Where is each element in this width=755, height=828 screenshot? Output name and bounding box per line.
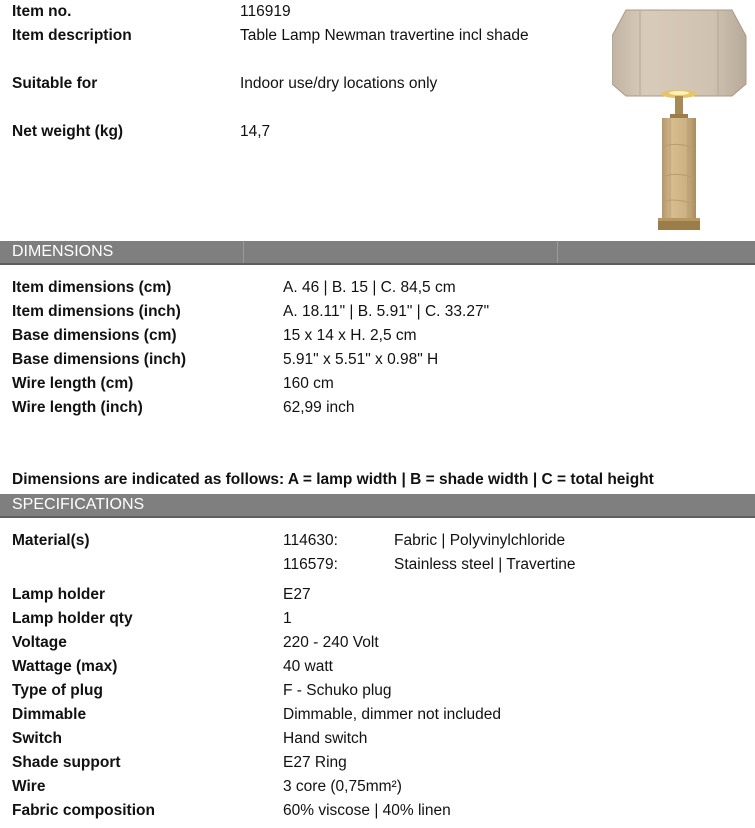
spec-label: Lamp holder qty xyxy=(12,610,133,627)
item-description-label: Item description xyxy=(12,27,132,44)
spec-value: Dimmable, dimmer not included xyxy=(283,706,501,723)
dimensions-legend-note: Dimensions are indicated as follows: A = lamp width | B = shade width | C = total height xyxy=(12,471,654,488)
dimension-label: Base dimensions (cm) xyxy=(12,327,177,344)
suitable-for-value: Indoor use/dry locations only xyxy=(240,75,438,92)
specifications-title: SPECIFICATIONS xyxy=(12,496,145,513)
dimension-value: 62,99 inch xyxy=(283,399,355,416)
specifications-header-band xyxy=(0,494,755,518)
dimension-value: 5.91" x 5.51" x 0.98" H xyxy=(283,351,439,368)
material-desc: Fabric | Polyvinylchloride xyxy=(394,532,566,549)
spec-label: Type of plug xyxy=(12,682,103,699)
item-description-value: Table Lamp Newman travertine incl shade xyxy=(240,27,529,44)
net-weight-label: Net weight (kg) xyxy=(12,123,124,140)
product-image-table-lamp xyxy=(612,6,748,234)
material-desc: Stainless steel | Travertine xyxy=(394,556,576,573)
spec-value: 3 core (0,75mm²) xyxy=(283,778,402,795)
materials-label: Material(s) xyxy=(12,532,90,549)
spec-label: Voltage xyxy=(12,634,67,651)
dimensions-title: DIMENSIONS xyxy=(12,243,114,260)
dimension-value: 160 cm xyxy=(283,375,334,392)
dimension-value: A. 46 | B. 15 | C. 84,5 cm xyxy=(283,279,456,296)
spec-value: 220 - 240 Volt xyxy=(283,634,379,651)
spec-value: E27 xyxy=(283,586,311,603)
spec-label: Wattage (max) xyxy=(12,658,118,675)
spec-label: Lamp holder xyxy=(12,586,106,603)
spec-label: Fabric composition xyxy=(12,802,155,819)
spec-value: Hand switch xyxy=(283,730,368,747)
spec-value: E27 Ring xyxy=(283,754,347,771)
item-no-value: 116919 xyxy=(240,3,291,20)
dimensions-header-band xyxy=(0,241,755,265)
spec-value: 1 xyxy=(283,610,292,627)
material-code: 116579: xyxy=(283,556,338,573)
dimension-label: Item dimensions (inch) xyxy=(12,303,181,320)
material-code: 114630: xyxy=(283,532,338,549)
spec-label: Shade support xyxy=(12,754,121,771)
item-no-label: Item no. xyxy=(12,3,72,20)
spec-label: Switch xyxy=(12,730,62,747)
dimension-value: A. 18.11" | B. 5.91" | C. 33.27" xyxy=(283,303,490,320)
dimension-label: Item dimensions (cm) xyxy=(12,279,172,296)
spec-label: Dimmable xyxy=(12,706,87,723)
suitable-for-label: Suitable for xyxy=(12,75,98,92)
dimension-label: Wire length (cm) xyxy=(12,375,134,392)
net-weight-value: 14,7 xyxy=(240,123,271,140)
spec-value: 40 watt xyxy=(283,658,333,675)
dimension-label: Base dimensions (inch) xyxy=(12,351,186,368)
dimension-value: 15 x 14 x H. 2,5 cm xyxy=(283,327,417,344)
spec-value: 60% viscose | 40% linen xyxy=(283,802,451,819)
spec-label: Wire xyxy=(12,778,46,795)
spec-value: F - Schuko plug xyxy=(283,682,392,699)
dimension-label: Wire length (inch) xyxy=(12,399,143,416)
